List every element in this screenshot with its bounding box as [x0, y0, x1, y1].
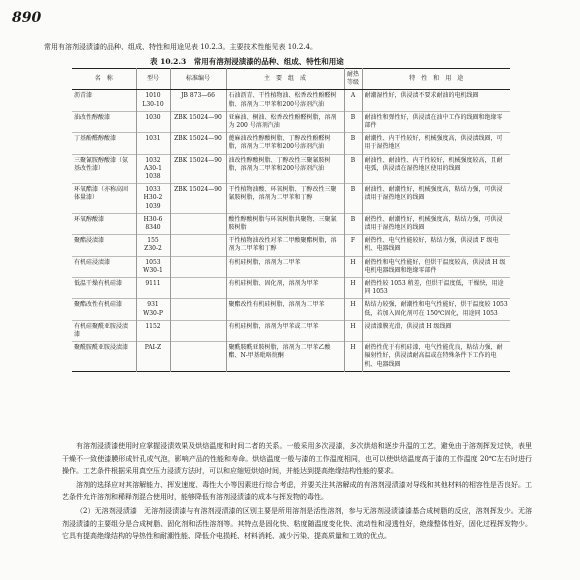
cell-standard: [170, 299, 226, 320]
cell-composition: 干性植物油酸、环氧树脂、丁醇改性三聚氰胺树脂，溶剂为二甲苯和丁醇: [226, 184, 344, 214]
cell-model: 1030: [136, 111, 170, 132]
cell-name: 油改性醇酸漆: [72, 111, 136, 132]
cell-composition: 蓖麻油改性醇酸树脂、丁醇改性酚醛树脂，溶剂为二甲苯和200号溶剂汽油: [226, 133, 344, 154]
cell-heat-class: B: [344, 154, 362, 184]
cell-model: 1031: [136, 133, 170, 154]
paragraph: （2）无溶剂浸渍漆 无溶剂浸渍漆与有溶剂浸渍漆的区别主要是所用溶剂是活性溶剂，参与无溶剂浸渍漆漆基合成树脂的反应，溶剂挥发少。无溶剂浸渍漆的主要组分是合成树脂、固化剂和活性溶剂等。其特点是固化快、粘度随温度变化快、流动性和浸透性好，绝缘整体性好，固化过程挥发物少。它具有提高绝缘结构的导热性和耐潮性能、降低介电损耗、材料消耗、减少污染、提高质量和工效的优点。: [62, 506, 532, 541]
cell-usage: 耐热性、耐潮性好，机械强度高，粘结力强，可供浸渍用于湿热地区的线圈: [362, 213, 510, 234]
spec-table: [72, 68, 510, 372]
cell-heat-class: H: [344, 256, 362, 277]
cell-model: H30-6 8340: [136, 213, 170, 234]
cell-usage: 耐热性、电气性能较好，粘结力强，供浸渍 F 级电机、电器线圈: [362, 235, 510, 256]
cell-heat-class: B: [344, 133, 362, 154]
table-caption: 表 10.2.3 常用有溶剂浸渍漆的品种、组成、特性和用途: [150, 57, 344, 66]
cell-usage: 耐热性优于有机硅漆，电气性能优良，粘结力强，耐辐射性好，供浸渍耐高温或在特殊条件下工作的电机、电器线圈: [362, 342, 510, 372]
cell-standard: ZBK 15024—90: [170, 111, 226, 132]
cell-name: 三聚氰胺醇酸漆（氨基改性漆）: [72, 154, 136, 184]
cell-composition: 有机硅树脂，溶剂为甲苯或二甲苯: [226, 320, 344, 341]
cell-model: 9111: [136, 278, 170, 299]
cell-composition: 酸性醇酸树脂与环氧树脂共聚物、三聚氰胺树脂: [226, 213, 344, 234]
cell-composition: 有机硅树脂，溶剂为二甲苯: [226, 256, 344, 277]
cell-usage: 耐潮湿性好，供浸渍不要求耐油的电机线圈: [362, 90, 510, 111]
table-row: [72, 213, 510, 234]
cell-name: 环氧醇酸漆: [72, 213, 136, 234]
cell-standard: [170, 342, 226, 372]
cell-composition: 聚酰胺酰亚胺树脂，溶剂为二甲苯乙酸酯、N-甲基吡咯烷酮: [226, 342, 344, 372]
cell-model: 1032 A30-1 1038: [136, 154, 170, 184]
table-row: [72, 184, 510, 214]
table-row: [72, 342, 510, 372]
paragraph: 溶剂的选择应对其溶解能力、挥发速度、毒性大小等因素进行综合考虑，并要关注其溶解成的有溶剂浸渍漆对导线和其他材料的相容性是否良好。工艺条件允许溶剂和稀释剂混合使用时，能够降低有溶剂浸渍漆的成本与挥发物的毒性。: [62, 480, 532, 502]
table-row: [72, 299, 510, 320]
cell-model: 1033 H30-2 1039: [136, 184, 170, 214]
table-row: [72, 90, 510, 111]
column-header: 特 性 和 用 途: [362, 69, 510, 90]
column-header: 型号: [136, 69, 170, 90]
cell-usage: 耐油性、耐潮性好，机械强度高，粘结力强，可供浸渍用于湿热地区的线圈: [362, 184, 510, 214]
table-row: [72, 235, 510, 256]
cell-usage: 耐潮性、内干性较好，机械强度高，供浸渍线圈，可用于湿热地区: [362, 133, 510, 154]
table-header-row: [72, 69, 510, 90]
body-text: [62, 440, 532, 544]
cell-usage: 浸渍漆膜光滑，供浸渍 H 级线圈: [362, 320, 510, 341]
table-row: [72, 154, 510, 184]
cell-composition: 有机硅树脂、固化剂，溶剂为甲苯: [226, 278, 344, 299]
table-row: [72, 111, 510, 132]
column-header: 名 称: [72, 69, 136, 90]
table-row: [72, 278, 510, 299]
cell-heat-class: A: [344, 90, 362, 111]
cell-standard: [170, 256, 226, 277]
paragraph: 有溶剂浸渍漆使用时应掌握浸渍效果及烘焙温度和时间二者的关系。一般采用多次浸漆，多次烘焙和逐步升温的工艺，避免由于溶剂挥发过快，表里干燥不一致使漆膜形成针孔或气泡，影响产品的性能和寿命。烘焙温度一般与漆的工作温度相同，也可以使烘焙温度高于漆的工作温度 20℃左右时进行操作。工艺条件根据采用真空压力浸渍方法时，可以和应缩短烘焙时间，并能达到提高绝缘结构性能的要求。: [62, 442, 532, 476]
cell-name: 有机硅浸渍漆: [72, 256, 136, 277]
cell-standard: ZBK 15024—90: [170, 133, 226, 154]
cell-standard: [170, 320, 226, 341]
cell-standard: [170, 278, 226, 299]
cell-name: 有机硅聚酰亚胺浸渍漆: [72, 320, 136, 341]
cell-heat-class: B: [344, 184, 362, 214]
cell-composition: 亚麻油、桐油、松香改性酚醛树脂，溶剂为 200 号溶剂汽油: [226, 111, 344, 132]
cell-model: 1010 L30-10: [136, 90, 170, 111]
cell-usage: 粘结力较强，耐潮性和电气性能好，烘干温度较 1053 低，若加入固化剂可在 150℃固化，用途同 1053: [362, 299, 510, 320]
cell-standard: JB 873—66: [170, 90, 226, 111]
cell-usage: 耐热性和电气性能好，但烘干温度较高，供浸渍 H 级电机电器线圈和绝缘零部件: [362, 256, 510, 277]
cell-model: 155 Z30-2: [136, 235, 170, 256]
cell-model: 1053 W30-1: [136, 256, 170, 277]
cell-heat-class: B: [344, 111, 362, 132]
cell-composition: 油改性醇酸树脂、丁醇改性三聚氰胺树脂，溶剂为二甲苯和200号溶剂汽油: [226, 154, 344, 184]
cell-composition: 石油沥青、干性植物油、松香改性酚醛树脂、溶剂为二甲苯和200号溶剂汽油: [226, 90, 344, 111]
cell-heat-class: B: [344, 213, 362, 234]
cell-usage: 耐油性和弹性好，供浸渍在油中工作的线圈和绝缘零部件: [362, 111, 510, 132]
cell-usage: 耐热性较 1053 稍差，但烘干温度低，干燥快，用途同 1053: [362, 278, 510, 299]
cell-heat-class: H: [344, 278, 362, 299]
cell-name: 环氧酯漆（亦称高固体量漆）: [72, 184, 136, 214]
cell-model: PAI-Z: [136, 342, 170, 372]
cell-model: 1152: [136, 320, 170, 341]
cell-standard: [170, 213, 226, 234]
column-header: 主 要 组 成: [226, 69, 344, 90]
page-number: 890: [12, 10, 42, 26]
cell-heat-class: H: [344, 320, 362, 341]
table-row: [72, 320, 510, 341]
cell-standard: [170, 235, 226, 256]
cell-heat-class: H: [344, 299, 362, 320]
cell-name: 沥青漆: [72, 90, 136, 111]
cell-name: 聚酰胺酰亚胺浸渍漆: [72, 342, 136, 372]
cell-heat-class: F: [344, 235, 362, 256]
table-row: [72, 133, 510, 154]
column-header: 耐热等级: [344, 69, 362, 90]
table-row: [72, 256, 510, 277]
cell-name: 低温干燥有机硅漆: [72, 278, 136, 299]
cell-composition: 干性植物油改性对苯二甲酸聚酯树脂，溶剂为二甲苯和丁醇: [226, 235, 344, 256]
cell-usage: 耐油性、耐油性、内干性较好，机械强度较高，且耐电弧，供浸渍在湿热地区使用的线圈: [362, 154, 510, 184]
cell-standard: ZBK 15024—90: [170, 154, 226, 184]
cell-model: 931 W30-P: [136, 299, 170, 320]
cell-standard: ZBK 15024—90: [170, 184, 226, 214]
column-header: 标准编号: [170, 69, 226, 90]
cell-name: 丁基酚醛醇酸漆: [72, 133, 136, 154]
cell-composition: 聚酯改性有机硅树脂，溶剂为二甲苯: [226, 299, 344, 320]
cell-heat-class: H: [344, 342, 362, 372]
intro-line: 常用有溶剂浸渍漆的品种、组成、特性和用途见表 10.2.3。主要技术性能见表 10.2.4。: [44, 43, 317, 51]
cell-name: 聚酯浸渍漆: [72, 235, 136, 256]
cell-name: 聚酯改性有机硅漆: [72, 299, 136, 320]
